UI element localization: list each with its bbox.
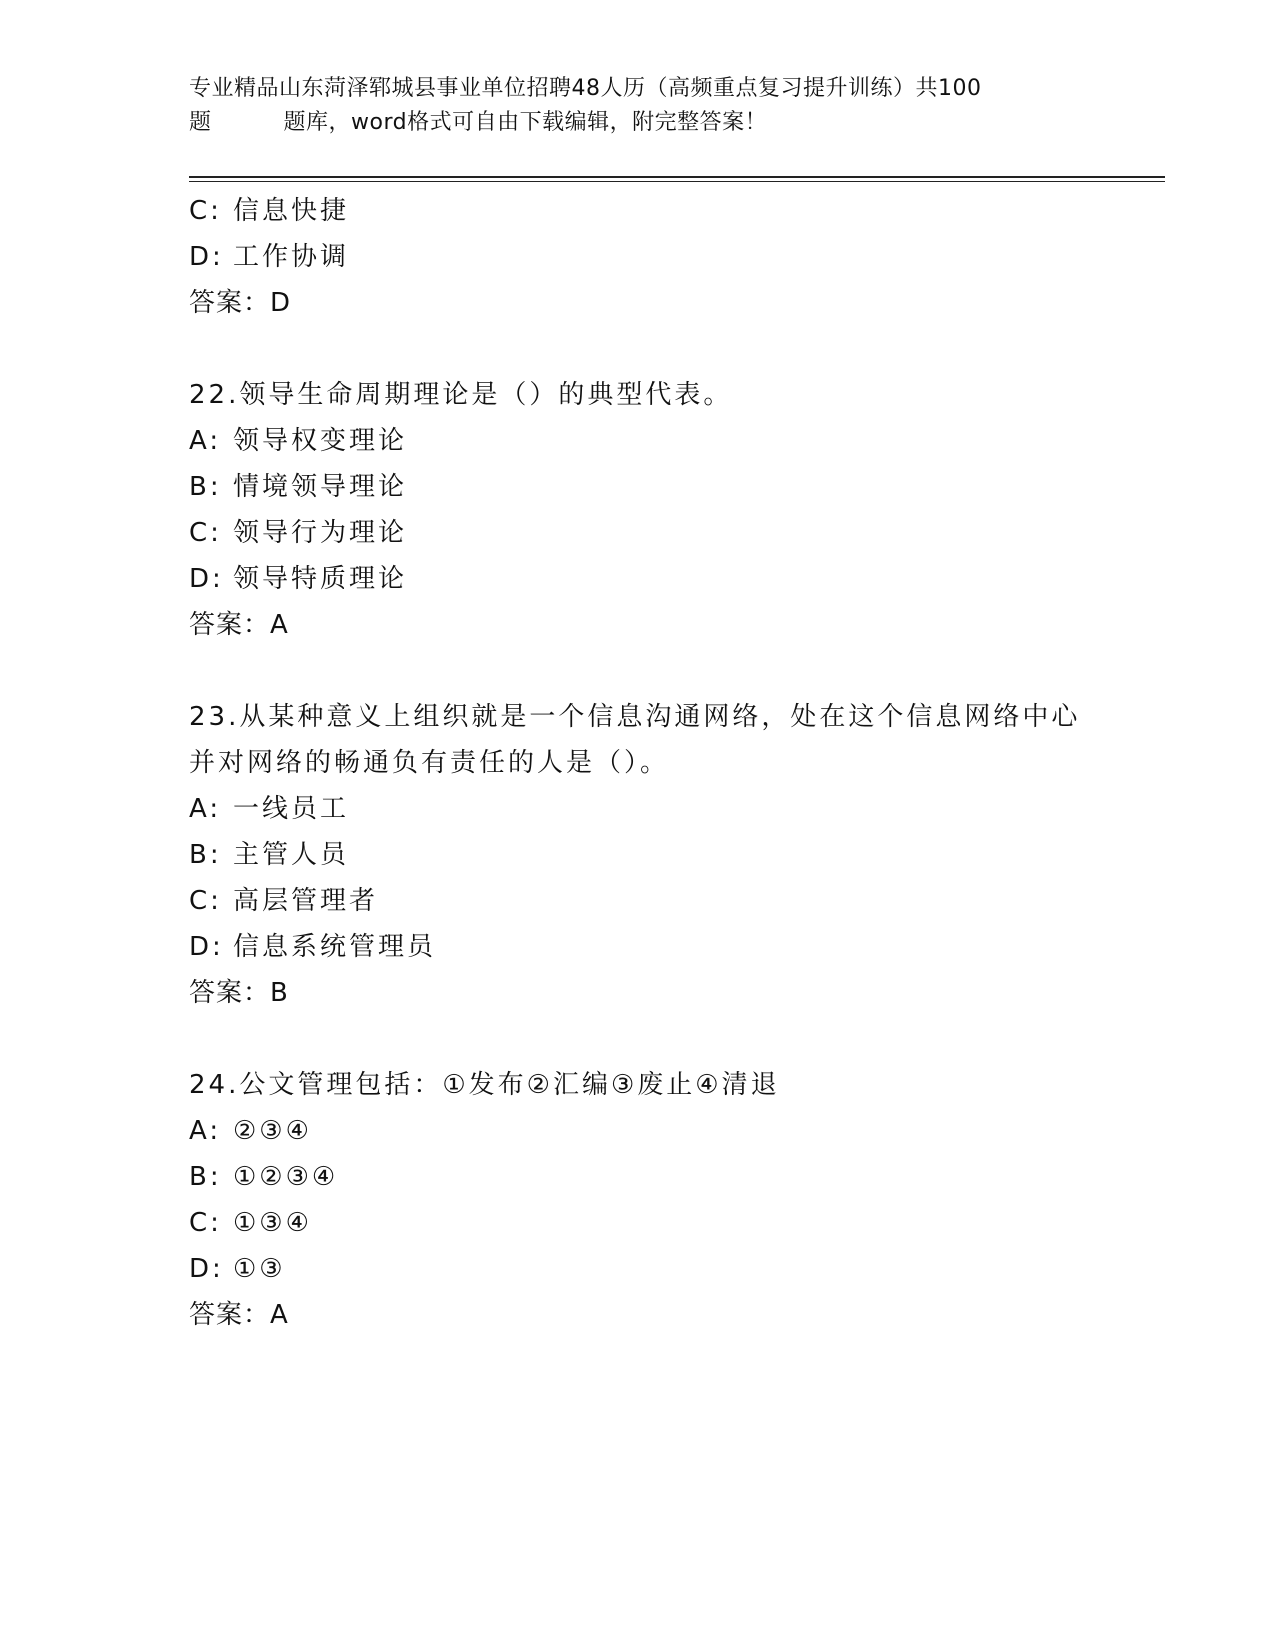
answer-line: 答案：D xyxy=(189,288,292,318)
question-stem-line2: 并对网络的畅通负有责任的人是（）。 xyxy=(189,748,670,778)
question-23 xyxy=(189,694,1089,1016)
header-title-line2-left: 题 xyxy=(189,110,212,135)
option-text: ①③ xyxy=(233,1254,286,1284)
option-text: ①③④ xyxy=(233,1208,312,1238)
option-text: 领导特质理论 xyxy=(233,564,408,594)
option-letter: C: xyxy=(189,518,222,548)
question-22 xyxy=(189,372,1089,648)
question-stem-line1: 23.从某种意义上组织就是一个信息沟通网络，处在这个信息网络中心 xyxy=(189,702,1081,732)
document-header xyxy=(189,72,1089,140)
option-letter: A: xyxy=(189,1116,222,1146)
option-text: ②③④ xyxy=(233,1116,312,1146)
option-b xyxy=(189,464,1089,510)
option-a xyxy=(189,418,1089,464)
option-d xyxy=(189,556,1089,602)
option-b xyxy=(189,832,1089,878)
option-c xyxy=(189,510,1089,556)
question-list xyxy=(189,188,1089,1338)
option-text: ①②③④ xyxy=(233,1162,339,1192)
option-c xyxy=(189,188,1089,234)
option-text: 主管人员 xyxy=(233,840,350,870)
option-letter: D: xyxy=(189,1254,224,1284)
answer-line: 答案：B xyxy=(189,978,289,1008)
option-letter: D: xyxy=(189,564,224,594)
option-text: 高层管理者 xyxy=(233,886,379,916)
question-stem: 22.领导生命周期理论是（）的典型代表。 xyxy=(189,380,733,410)
header-divider-thin xyxy=(189,181,1165,182)
option-a xyxy=(189,1108,1089,1154)
answer-line: 答案：A xyxy=(189,610,289,640)
header-title-line2-right: 题库，word格式可自由下载编辑，附完整答案！ xyxy=(283,110,768,135)
option-text: 情境领导理论 xyxy=(233,472,408,502)
option-text: 一线员工 xyxy=(233,794,350,824)
option-letter: A: xyxy=(189,426,222,456)
option-c xyxy=(189,878,1089,924)
option-text: 领导权变理论 xyxy=(233,426,408,456)
option-b xyxy=(189,1154,1089,1200)
option-letter: D: xyxy=(189,242,224,272)
option-d xyxy=(189,924,1089,970)
option-text: 信息快捷 xyxy=(233,196,350,226)
option-letter: B: xyxy=(189,840,222,870)
option-d xyxy=(189,1246,1089,1292)
header-divider-thick xyxy=(189,176,1165,178)
option-letter: C: xyxy=(189,196,222,226)
option-text: 领导行为理论 xyxy=(233,518,408,548)
option-letter: B: xyxy=(189,1162,222,1192)
option-a xyxy=(189,786,1089,832)
option-letter: C: xyxy=(189,1208,222,1238)
option-text: 工作协调 xyxy=(233,242,350,272)
option-letter: D: xyxy=(189,932,224,962)
option-letter: C: xyxy=(189,886,222,916)
option-d xyxy=(189,234,1089,280)
question-21-tail xyxy=(189,188,1089,326)
option-letter: B: xyxy=(189,472,222,502)
option-text: 信息系统管理员 xyxy=(233,932,437,962)
header-title-line1: 专业精品山东菏泽郓城县事业单位招聘48人历（高频重点复习提升训练）共100 xyxy=(189,76,982,101)
option-c xyxy=(189,1200,1089,1246)
header-title-line2 xyxy=(189,106,1089,140)
option-letter: A: xyxy=(189,794,222,824)
question-stem: 24.公文管理包括：①发布②汇编③废止④清退 xyxy=(189,1070,780,1100)
answer-line: 答案：A xyxy=(189,1300,289,1330)
question-24 xyxy=(189,1062,1089,1338)
